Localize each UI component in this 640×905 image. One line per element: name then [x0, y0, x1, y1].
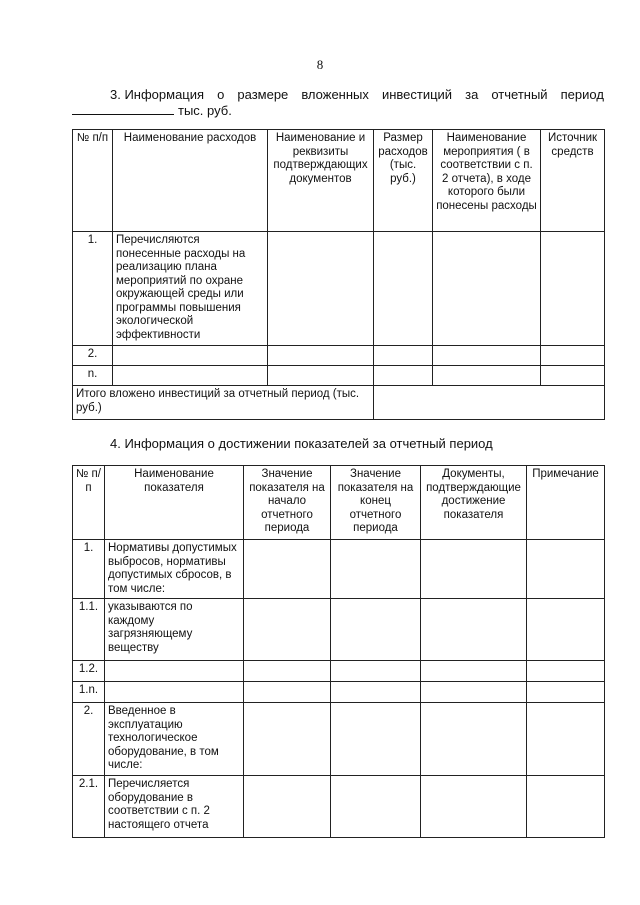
section3-title-word: 3. Информация [110, 87, 205, 102]
table-row [73, 232, 605, 346]
investments-table [72, 129, 605, 420]
empty-cell [541, 346, 605, 366]
empty-cell [331, 661, 421, 682]
empty-cell [244, 776, 331, 838]
table-row [73, 776, 605, 838]
section3-title-word: вложенных [301, 87, 369, 102]
header-cell: Наименование показателя [105, 466, 244, 540]
section3-title-word: период [560, 87, 604, 102]
section3-title [110, 87, 604, 103]
section3-units-line [72, 103, 232, 119]
empty-cell [331, 540, 421, 599]
empty-cell [244, 682, 331, 703]
header-cell: Наименование расходов [113, 130, 268, 232]
table-row [73, 599, 605, 661]
empty-cell [527, 661, 605, 682]
empty-cell [421, 540, 527, 599]
table-row [73, 346, 605, 366]
empty-cell [268, 346, 374, 366]
row-name: Перечисляются понесенные расходы на реализацию плана мероприятий по охране окружающей среды или программы повышения экологической эффективности [113, 232, 268, 346]
header-cell: Размер расходов (тыс. руб.) [374, 130, 433, 232]
row-number: 1. [73, 232, 113, 346]
header-cell: № п/п [73, 130, 113, 232]
table-header-row [73, 466, 605, 540]
total-label: Итого вложено инвестиций за отчетный период (тыс. руб.) [73, 386, 374, 420]
row-name: Введенное в эксплуатацию технологическое оборудование, в том числе: [105, 703, 244, 776]
empty-cell [421, 776, 527, 838]
empty-cell [374, 366, 433, 386]
row-number: 2.1. [73, 776, 105, 838]
empty-cell [527, 599, 605, 661]
empty-cell [268, 232, 374, 346]
header-cell: Источник средств [541, 130, 605, 232]
table-header-row [73, 130, 605, 232]
empty-cell [527, 703, 605, 776]
section3-title-word: о [217, 87, 225, 102]
empty-cell [433, 232, 541, 346]
empty-cell [374, 346, 433, 366]
empty-cell [527, 776, 605, 838]
empty-cell [244, 661, 331, 682]
row-number: 1. [73, 540, 105, 599]
blank-line [72, 103, 174, 115]
empty-cell [268, 366, 374, 386]
empty-cell [331, 776, 421, 838]
section3-units: тыс. руб. [178, 103, 232, 118]
empty-cell [244, 599, 331, 661]
total-row [73, 386, 605, 420]
empty-cell [541, 232, 605, 346]
section3-title-word: отчетный [491, 87, 548, 102]
section3-title-word: инвестиций [381, 87, 453, 102]
page-number: 8 [316, 57, 324, 72]
indicators-table [72, 465, 605, 838]
row-name [105, 682, 244, 703]
empty-cell [541, 366, 605, 386]
empty-cell [331, 599, 421, 661]
table-row [73, 540, 605, 599]
row-name: указываются по каждому загрязняющему веществу [105, 599, 244, 661]
empty-cell [433, 346, 541, 366]
header-cell: Наименование и реквизиты подтверждающих документов [268, 130, 374, 232]
row-number: 1.n. [73, 682, 105, 703]
empty-cell [421, 661, 527, 682]
empty-cell [421, 682, 527, 703]
header-cell: Значение показателя на конец отчетного периода [331, 466, 421, 540]
row-name: Нормативы допустимых выбросов, нормативы допустимых сбросов, в том числе: [105, 540, 244, 599]
row-name [113, 346, 268, 366]
row-number: 1.1. [73, 599, 105, 661]
header-cell: Документы, подтверждающие достижение показателя [421, 466, 527, 540]
empty-cell [433, 366, 541, 386]
row-number: 2. [73, 703, 105, 776]
row-name: Перечисляется оборудование в соответствии с п. 2 настоящего отчета [105, 776, 244, 838]
table-row [73, 366, 605, 386]
row-number: 1.2. [73, 661, 105, 682]
total-value [374, 386, 605, 420]
empty-cell [331, 703, 421, 776]
section3-title-word: размере [237, 87, 289, 102]
empty-cell [527, 540, 605, 599]
empty-cell [331, 682, 421, 703]
row-name [113, 366, 268, 386]
table-row [73, 703, 605, 776]
header-cell: № п/п [73, 466, 105, 540]
row-name [105, 661, 244, 682]
row-number: 2. [73, 346, 113, 366]
empty-cell [421, 599, 527, 661]
header-cell: Наименование мероприятия ( в соответствии с п. 2 отчета), в ходе которого были понесены расходы [433, 130, 541, 232]
empty-cell [374, 232, 433, 346]
empty-cell [421, 703, 527, 776]
section3-title-word: за [465, 87, 479, 102]
table-row [73, 682, 605, 703]
empty-cell [244, 703, 331, 776]
table-row [73, 661, 605, 682]
empty-cell [527, 682, 605, 703]
header-cell: Значение показателя на начало отчетного периода [244, 466, 331, 540]
section4-title: 4. Информация о достижении показателей за отчетный период [110, 436, 493, 451]
header-cell: Примечание [527, 466, 605, 540]
empty-cell [244, 540, 331, 599]
row-number: n. [73, 366, 113, 386]
